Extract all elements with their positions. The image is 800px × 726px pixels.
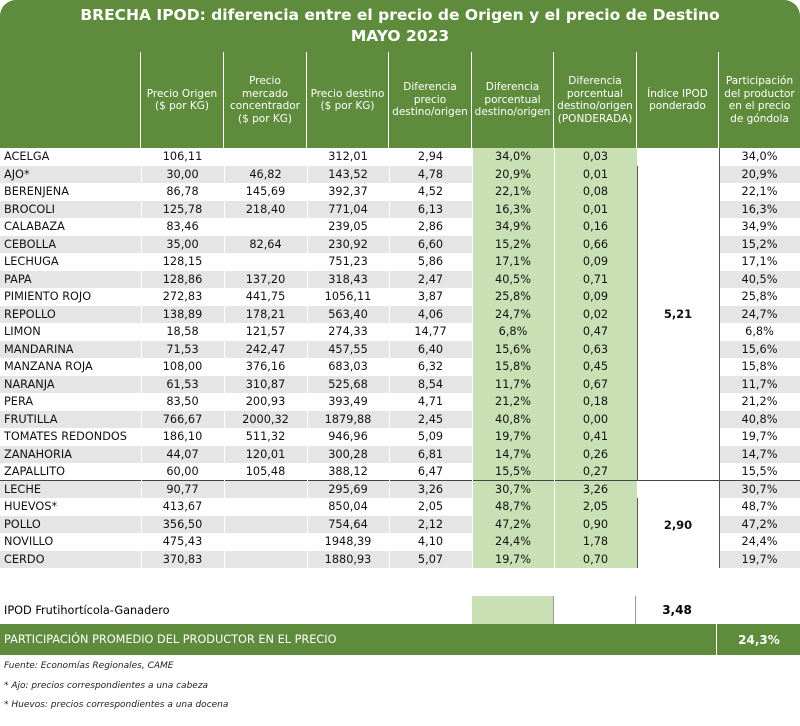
diferencia-precio: 4,78 [389, 166, 472, 184]
diferencia-precio: 4,10 [389, 533, 472, 551]
diferencia-ponderada: 0,02 [554, 306, 637, 324]
precio-mercado: 310,87 [224, 376, 307, 394]
precio-mercado: 376,16 [224, 358, 307, 376]
header-diferencia-precio: Diferencia precio destino/origen [392, 81, 468, 119]
precio-mercado [224, 148, 307, 166]
diferencia-porcentual: 15,5% [472, 463, 554, 481]
diferencia-porcentual: 22,1% [472, 183, 554, 201]
participacion-productor: 22,1% [719, 183, 800, 201]
header-diferencia-ponderada: Diferencia porcentual destino/origen (PONDERADA) [557, 75, 633, 125]
participacion-productor: 6,8% [719, 323, 800, 341]
precio-origen: 60,00 [141, 463, 224, 481]
precio-origen: 138,89 [141, 306, 224, 324]
participacion-productor: 24,4% [719, 533, 800, 551]
precio-origen: 30,00 [141, 166, 224, 184]
total-green-cell [471, 596, 554, 624]
note-huevos: * Huevos: precios correspondientes a una docena [4, 700, 229, 710]
diferencia-ponderada: 0,18 [554, 393, 637, 411]
diferencia-precio: 6,60 [389, 236, 472, 254]
title-line-2: MAYO 2023 [350, 27, 450, 45]
participacion-productor: 15,6% [719, 341, 800, 359]
precio-origen: 413,67 [141, 498, 224, 516]
precio-origen: 475,43 [141, 533, 224, 551]
diferencia-ponderada: 0,41 [554, 428, 637, 446]
diferencia-ponderada: 0,45 [554, 358, 637, 376]
precio-mercado: 178,21 [224, 306, 307, 324]
diferencia-ponderada: 0,47 [554, 323, 637, 341]
product-name: NOVILLO [0, 533, 141, 551]
participacion-productor: 20,9% [719, 166, 800, 184]
diferencia-porcentual: 11,7% [472, 376, 554, 394]
participacion-productor: 11,7% [719, 376, 800, 394]
precio-mercado: 121,57 [224, 323, 307, 341]
precio-mercado: 120,01 [224, 446, 307, 464]
diferencia-precio: 2,86 [389, 218, 472, 236]
product-name: ACELGA [0, 148, 141, 166]
product-name: NARANJA [0, 376, 141, 394]
diferencia-precio: 2,05 [389, 498, 472, 516]
summary-value: 24,3% [716, 624, 800, 655]
precio-destino: 230,92 [307, 236, 389, 254]
participacion-productor: 15,5% [719, 463, 800, 481]
diferencia-ponderada: 3,26 [554, 481, 637, 499]
diferencia-ponderada: 0,09 [554, 288, 637, 306]
diferencia-porcentual: 24,7% [472, 306, 554, 324]
precio-mercado: 137,20 [224, 271, 307, 289]
product-name: ZAPALLITO [0, 463, 141, 481]
precio-destino: 754,64 [307, 516, 389, 534]
precio-destino: 392,37 [307, 183, 389, 201]
diferencia-porcentual: 19,7% [472, 551, 554, 569]
diferencia-porcentual: 6,8% [472, 323, 554, 341]
diferencia-precio: 6,40 [389, 341, 472, 359]
product-name: TOMATES REDONDOS [0, 428, 141, 446]
total-ipod-value: 3,48 [662, 603, 692, 617]
diferencia-ponderada: 2,05 [554, 498, 637, 516]
precio-origen: 370,83 [141, 551, 224, 569]
diferencia-porcentual: 47,2% [472, 516, 554, 534]
title-line-1: BRECHA IPOD: diferencia entre el precio de Origen y el precio de Destino [80, 6, 720, 24]
precio-destino: 1880,93 [307, 551, 389, 569]
participacion-productor: 48,7% [719, 498, 800, 516]
participacion-productor: 25,8% [719, 288, 800, 306]
participacion-productor: 19,7% [719, 428, 800, 446]
price-table [0, 148, 800, 568]
precio-destino: 1879,88 [307, 411, 389, 429]
precio-origen: 83,50 [141, 393, 224, 411]
indice-ipod: 2,90 [637, 481, 719, 569]
participacion-productor: 19,7% [719, 551, 800, 569]
diferencia-porcentual: 25,8% [472, 288, 554, 306]
precio-origen: 356,50 [141, 516, 224, 534]
header-precio-origen: Precio Origen ($ por KG) [146, 87, 218, 112]
product-name: FRUTILLA [0, 411, 141, 429]
diferencia-precio: 3,87 [389, 288, 472, 306]
participacion-productor: 47,2% [719, 516, 800, 534]
product-name: LIMON [0, 323, 141, 341]
diferencia-porcentual: 40,8% [472, 411, 554, 429]
diferencia-precio: 6,13 [389, 201, 472, 219]
precio-mercado: 2000,32 [224, 411, 307, 429]
precio-origen: 90,77 [141, 481, 224, 499]
precio-origen: 86,78 [141, 183, 224, 201]
diferencia-porcentual: 15,6% [472, 341, 554, 359]
diferencia-ponderada: 1,78 [554, 533, 637, 551]
diferencia-ponderada: 0,27 [554, 463, 637, 481]
participacion-productor: 21,2% [719, 393, 800, 411]
diferencia-ponderada: 0,09 [554, 253, 637, 271]
precio-origen: 18,58 [141, 323, 224, 341]
participacion-productor: 34,0% [719, 148, 800, 166]
precio-destino: 1056,11 [307, 288, 389, 306]
precio-origen: 108,00 [141, 358, 224, 376]
diferencia-precio: 2,45 [389, 411, 472, 429]
diferencia-ponderada: 0,70 [554, 551, 637, 569]
precio-origen: 128,15 [141, 253, 224, 271]
participacion-productor: 14,7% [719, 446, 800, 464]
product-name: PIMIENTO ROJO [0, 288, 141, 306]
product-name: HUEVOS* [0, 498, 141, 516]
product-name: PAPA [0, 271, 141, 289]
precio-origen: 35,00 [141, 236, 224, 254]
header-precio-mercado: Precio mercado concentrador ($ por KG) [229, 75, 300, 125]
precio-mercado [224, 253, 307, 271]
diferencia-ponderada: 0,26 [554, 446, 637, 464]
precio-destino: 771,04 [307, 201, 389, 219]
diferencia-precio: 2,47 [389, 271, 472, 289]
total-row [0, 596, 800, 624]
diferencia-porcentual: 20,9% [472, 166, 554, 184]
diferencia-porcentual: 48,7% [472, 498, 554, 516]
diferencia-precio: 6,47 [389, 463, 472, 481]
summary-label: PARTICIPACIÓN PROMEDIO DEL PRODUCTOR EN EL PRECIO [4, 633, 337, 646]
product-name: AJO* [0, 166, 141, 184]
precio-origen: 125,78 [141, 201, 224, 219]
precio-destino: 946,96 [307, 428, 389, 446]
product-name: LECHE [0, 481, 141, 499]
participacion-productor: 40,5% [719, 271, 800, 289]
diferencia-ponderada: 0,16 [554, 218, 637, 236]
product-name: ZANAHORIA [0, 446, 141, 464]
table-row [0, 481, 800, 499]
precio-origen: 83,46 [141, 218, 224, 236]
precio-origen: 71,53 [141, 341, 224, 359]
diferencia-porcentual: 40,5% [472, 271, 554, 289]
product-name: LECHUGA [0, 253, 141, 271]
diferencia-ponderada: 0,66 [554, 236, 637, 254]
precio-destino: 143,52 [307, 166, 389, 184]
header-indice-ipod: Índice IPOD ponderado [647, 87, 708, 112]
product-name: CALABAZA [0, 218, 141, 236]
precio-mercado [224, 516, 307, 534]
precio-mercado: 200,93 [224, 393, 307, 411]
precio-mercado: 105,48 [224, 463, 307, 481]
diferencia-porcentual: 15,8% [472, 358, 554, 376]
total-empty-cell [553, 596, 636, 624]
diferencia-precio: 4,52 [389, 183, 472, 201]
header-participacion: Participación del productor en el precio de góndola [724, 75, 795, 125]
precio-origen: 766,67 [141, 411, 224, 429]
indice-ipod: 5,21 [637, 148, 719, 481]
participacion-productor: 30,7% [719, 481, 800, 499]
precio-mercado [224, 218, 307, 236]
precio-origen: 272,83 [141, 288, 224, 306]
table-row [0, 148, 800, 166]
precio-destino: 1948,39 [307, 533, 389, 551]
participacion-productor: 34,9% [719, 218, 800, 236]
precio-destino: 563,40 [307, 306, 389, 324]
diferencia-porcentual: 17,1% [472, 253, 554, 271]
report-title [0, 0, 800, 52]
product-name: BERENJENA [0, 183, 141, 201]
precio-mercado: 242,47 [224, 341, 307, 359]
diferencia-ponderada: 0,90 [554, 516, 637, 534]
precio-mercado: 218,40 [224, 201, 307, 219]
product-name: BROCOLI [0, 201, 141, 219]
diferencia-porcentual: 19,7% [472, 428, 554, 446]
product-name: POLLO [0, 516, 141, 534]
diferencia-porcentual: 14,7% [472, 446, 554, 464]
precio-origen: 128,86 [141, 271, 224, 289]
precio-destino: 457,55 [307, 341, 389, 359]
precio-mercado: 145,69 [224, 183, 307, 201]
participacion-productor: 15,8% [719, 358, 800, 376]
header-precio-destino: Precio destino ($ por KG) [310, 87, 385, 112]
diferencia-porcentual: 24,4% [472, 533, 554, 551]
diferencia-precio: 6,32 [389, 358, 472, 376]
diferencia-precio: 2,12 [389, 516, 472, 534]
precio-origen: 186,10 [141, 428, 224, 446]
precio-origen: 61,53 [141, 376, 224, 394]
diferencia-ponderada: 0,08 [554, 183, 637, 201]
diferencia-precio: 8,54 [389, 376, 472, 394]
precio-mercado [224, 533, 307, 551]
diferencia-precio: 5,86 [389, 253, 472, 271]
note-ajo: * Ajo: precios correspondientes a una cabeza [4, 681, 209, 691]
total-label: IPOD Frutihortícola-Ganadero [4, 603, 170, 617]
diferencia-precio: 2,94 [389, 148, 472, 166]
precio-mercado: 511,32 [224, 428, 307, 446]
diferencia-porcentual: 15,2% [472, 236, 554, 254]
precio-mercado [224, 481, 307, 499]
diferencia-ponderada: 0,01 [554, 201, 637, 219]
product-name: REPOLLO [0, 306, 141, 324]
diferencia-precio: 14,77 [389, 323, 472, 341]
diferencia-precio: 6,81 [389, 446, 472, 464]
precio-destino: 850,04 [307, 498, 389, 516]
precio-destino: 312,01 [307, 148, 389, 166]
precio-origen: 44,07 [141, 446, 224, 464]
precio-destino: 274,33 [307, 323, 389, 341]
precio-destino: 300,28 [307, 446, 389, 464]
participacion-productor: 15,2% [719, 236, 800, 254]
participacion-productor: 16,3% [719, 201, 800, 219]
diferencia-porcentual: 34,9% [472, 218, 554, 236]
diferencia-ponderada: 0,01 [554, 166, 637, 184]
precio-destino: 393,49 [307, 393, 389, 411]
participacion-productor: 17,1% [719, 253, 800, 271]
precio-origen: 106,11 [141, 148, 224, 166]
precio-destino: 751,23 [307, 253, 389, 271]
diferencia-precio: 3,26 [389, 481, 472, 499]
precio-mercado [224, 498, 307, 516]
diferencia-ponderada: 0,00 [554, 411, 637, 429]
product-name: PERA [0, 393, 141, 411]
diferencia-ponderada: 0,63 [554, 341, 637, 359]
precio-destino: 388,12 [307, 463, 389, 481]
diferencia-ponderada: 0,03 [554, 148, 637, 166]
header-diferencia-porcentual: Diferencia porcentual destino/origen [474, 81, 551, 119]
diferencia-ponderada: 0,71 [554, 271, 637, 289]
precio-destino: 525,68 [307, 376, 389, 394]
precio-mercado: 441,75 [224, 288, 307, 306]
product-name: CERDO [0, 551, 141, 569]
precio-destino: 239,05 [307, 218, 389, 236]
diferencia-porcentual: 30,7% [472, 481, 554, 499]
precio-destino: 683,03 [307, 358, 389, 376]
participacion-productor: 40,8% [719, 411, 800, 429]
diferencia-precio: 4,06 [389, 306, 472, 324]
product-name: MANZANA ROJA [0, 358, 141, 376]
participacion-productor: 24,7% [719, 306, 800, 324]
diferencia-precio: 5,07 [389, 551, 472, 569]
diferencia-porcentual: 21,2% [472, 393, 554, 411]
precio-mercado: 46,82 [224, 166, 307, 184]
precio-mercado [224, 551, 307, 569]
precio-destino: 318,43 [307, 271, 389, 289]
summary-bar [0, 624, 800, 655]
diferencia-precio: 4,71 [389, 393, 472, 411]
product-name: MANDARINA [0, 341, 141, 359]
diferencia-porcentual: 34,0% [472, 148, 554, 166]
diferencia-porcentual: 16,3% [472, 201, 554, 219]
product-name: CEBOLLA [0, 236, 141, 254]
precio-mercado: 82,64 [224, 236, 307, 254]
note-source: Fuente: Economías Regionales, CAME [4, 661, 174, 671]
diferencia-ponderada: 0,67 [554, 376, 637, 394]
diferencia-precio: 5,09 [389, 428, 472, 446]
precio-destino: 295,69 [307, 481, 389, 499]
